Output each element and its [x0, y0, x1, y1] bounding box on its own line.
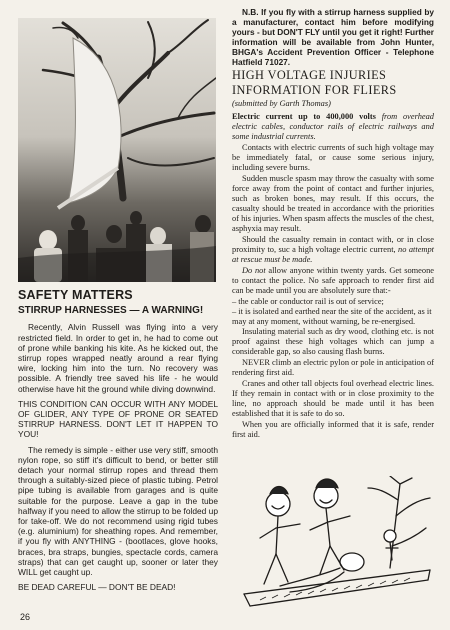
paragraph-4-italic: Do not: [242, 266, 266, 276]
high-voltage-article: [232, 8, 434, 441]
article-paragraph-3: The remedy is simple - either use very stiff, smooth nylon rope, so stiff it's difficult to bend, or better still detach your normal stirrup ropes and thread them through a suitably-sized piece of plastic tubing. Petrol pipe tubing is available from garages and is quite suitable for the purpose. Leave a gap in the tube halfway if you need to allow the stirrup to be folded up for take-off. We do not recommend using rigid tubes (e.g. aluminium) for sheathing ropes. And remember, if you fly with ANYTHING - (bootlaces, glove hooks, braces, bra straps, bungies, spectacle cords, camera straps) that can get caught up, sooner or later they WILL get caught up.: [18, 444, 218, 578]
section-title: SAFETY MATTERS: [18, 288, 133, 302]
nb-notice: N.B. If you fly with a stirrup harness supplied by a manufacturer, contact him before modifying yours - but DON'T FLY until you get it right! Further information will be available from John Hunter, BHGA's Accident Prevention Officer - Telephone Hatfield 71027.: [232, 7, 434, 67]
photo-illustration: [18, 18, 216, 282]
article-closing: BE DEAD CAREFUL — DON'T BE DEAD!: [18, 582, 176, 593]
article-title: HIGH VOLTAGE INJURIES INFORMATION FOR FLIERS: [232, 68, 397, 98]
list-item: – the cable or conductor rail is out of service;: [232, 297, 384, 307]
lead-italic: from overhead electric cables, conductor rails of electric railways and some industrial currents.: [232, 112, 434, 142]
paragraph-7: Cranes and other tall objects foul overhead electric lines. If they remain in contact with or in close proximity to the line, no approach should be made until it has been established that it is safe to do so.: [232, 379, 434, 419]
paragraph-3-text: Should the casualty remain in contact with, or in close proximity to, suc a high voltage electric current,: [232, 235, 434, 255]
cartoon-drawing: [240, 476, 436, 618]
article-warning: THIS CONDITION CAN OCCUR WITH ANY MODEL OF GLIDER, ANY TYPE OF PRONE OR SEATED STIRRUP HARNESS. DON'T LET IT HAPPEN TO YOU!: [18, 398, 218, 440]
paragraph-2: Sudden muscle spasm may throw the casualty with some force away from the point of contact and further injuries, such as broken bones, may result. If this occurs, the casualty should be treated in accordance with the priorities of his injuries. When spasm affects the muscles of the chest, asphyxia may result.: [232, 174, 434, 234]
paragraph-6: NEVER climb an electric pylon or pole in anticipation of rendering first aid.: [232, 358, 434, 378]
list-item: – it is isolated and earthed near the site of the accident, as it may at any moment, without warning, be re-energised.: [232, 307, 432, 327]
byline: (submitted by Garth Thomas): [232, 99, 331, 109]
article-paragraph-1: Recently, Alvin Russell was flying into a very restricted field. In order to get in, he had to come out of prone while banking his kite. As he kicked out, the stirrup ropes wrapped neatly around a rear flying wire, locking him into the turn. No recovery was possible. A friendly tree saved his life - he would otherwise have hit the ground while diving downwind.: [18, 322, 218, 394]
conditions-list: [232, 297, 434, 327]
paragraph-4: [232, 266, 434, 296]
cartoon-illustration: [240, 476, 436, 618]
paragraph-1: Contacts with electric currents of such high voltage may be immediately fatal, or cause some serious injury, including severe burns.: [232, 143, 434, 173]
paragraph-5: Insulating material such as dry wood, clothing etc. is not proof against these high voltages which can jump a considerable gap, so also causing flash burns.: [232, 327, 434, 357]
paragraph-8: When you are officially informed that it is safe, render first aid.: [232, 420, 434, 440]
hang-glider-photo: [18, 18, 216, 282]
article-title: STIRRUP HARNESSES — A WARNING!: [18, 305, 204, 317]
page-number: 26: [20, 612, 31, 622]
paragraph-4-text: allow anyone within twenty yards. Get someone to contact the police. No safe approach to render first aid can be made until you are absolutely sure that:-: [232, 266, 434, 296]
lead-bold: Electric current up to 400,000 volts: [232, 112, 376, 122]
stirrup-article: [18, 290, 218, 597]
paragraph-3-italic: no attempt at rescue must be made.: [232, 245, 434, 265]
lead-paragraph: [232, 112, 434, 142]
paragraph-3: [232, 235, 434, 265]
